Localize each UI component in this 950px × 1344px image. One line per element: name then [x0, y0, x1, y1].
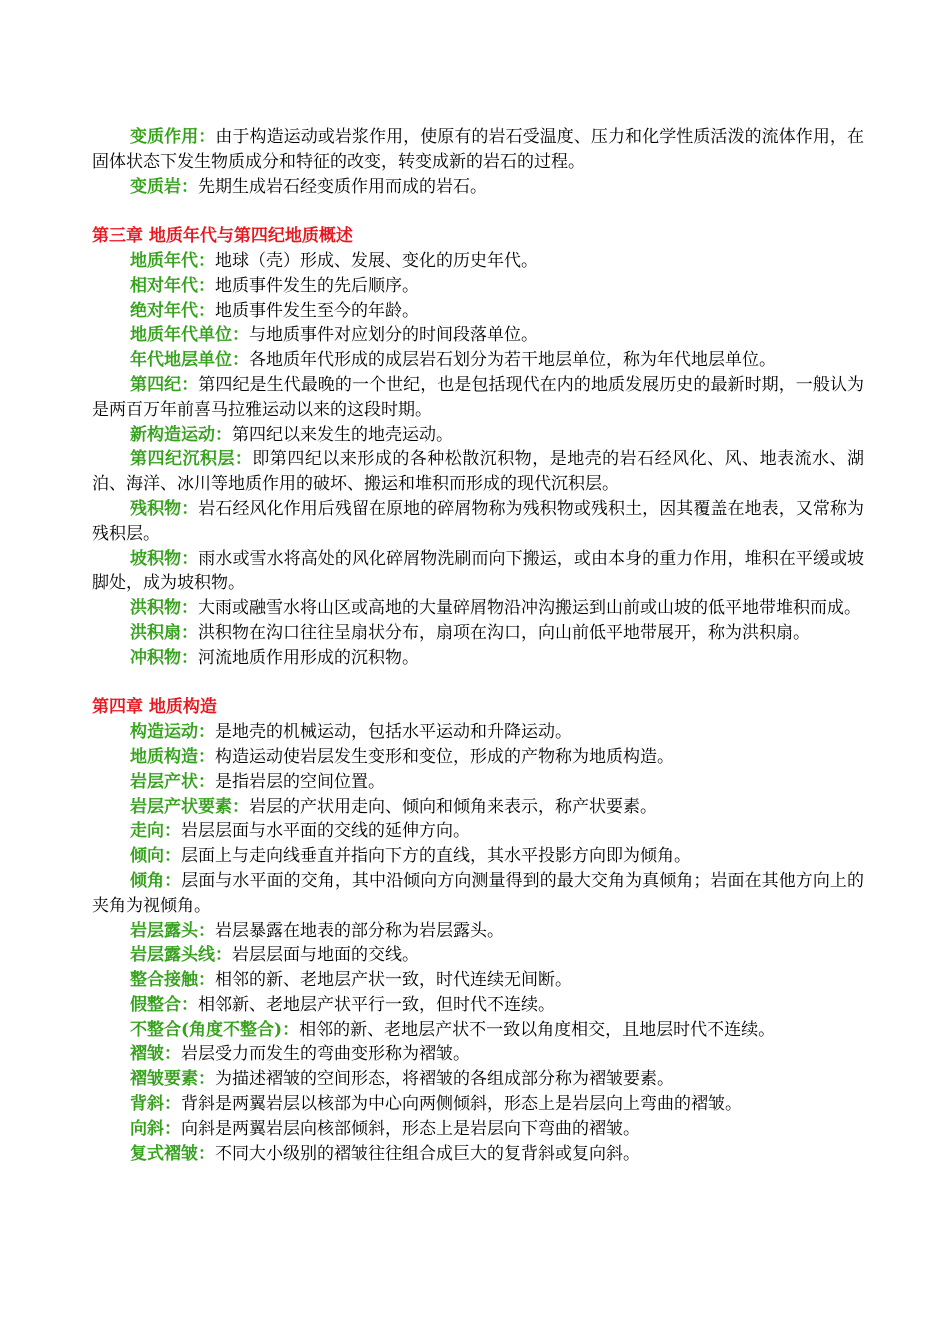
term: 背斜：: [130, 1094, 181, 1115]
definition: 层面与水平面的交角，其中沿倾向方向测量得到的最大交角为真倾角；岩面在其他方向上的夹角为视倾角。: [92, 870, 865, 916]
section-gap: [92, 199, 864, 224]
term: 岩层产状要素：: [130, 796, 249, 817]
definition-entry: [92, 497, 864, 547]
term: 地质构造：: [130, 746, 215, 767]
chapter-4-section: [92, 695, 864, 1166]
term: 相对年代：: [130, 275, 215, 296]
definition-entry: [92, 323, 864, 348]
definition-entry: [92, 844, 864, 869]
section-gap: [92, 671, 864, 696]
definition: 河流地质作用形成的沉积物。: [198, 647, 419, 668]
definition-entry: [92, 596, 864, 621]
definition-entry: [92, 646, 864, 671]
definition: 雨水或雪水将高处的风化碎屑物洗刷而向下搬运，或由本身的重力作用，堆积在平缓或坡脚处，成为坡积物。: [92, 548, 865, 594]
term: 绝对年代：: [130, 300, 215, 321]
definition: 洪积物在沟口往往呈扇状分布，扇项在沟口，向山前低平地带展开，称为洪积扇。: [198, 622, 810, 643]
term: 构造运动：: [130, 722, 215, 743]
definition: 即第四纪以来形成的各种松散沉积物，是地壳的岩石经风化、风、地表流水、湖泊、海洋、冰川等地质作用的破坏、搬运和堆积而形成的现代沉积层。: [92, 449, 865, 495]
definition-entry: [92, 745, 864, 770]
definition: 相邻新、老地层产状平行一致，但时代不连续。: [198, 994, 555, 1015]
definition-entry: [92, 423, 864, 448]
definition: 背斜是两翼岩层以核部为中心向两侧倾斜，形态上是岩层向上弯曲的褶皱。: [181, 1094, 742, 1115]
term: 年代地层单位：: [130, 350, 249, 371]
term: 地质年代单位：: [130, 325, 249, 346]
definition: 相邻的新、老地层产状不一致以角度相交，且地层时代不连续。: [299, 1019, 776, 1040]
definition-entry: [92, 447, 864, 497]
term: 向斜：: [130, 1118, 181, 1139]
definition-entry: [92, 819, 864, 844]
definition: 岩层层面与水平面的交线的延伸方向。: [181, 821, 470, 842]
definition-entry: [92, 547, 864, 597]
definition-entry: [92, 993, 864, 1018]
term: 新构造运动：: [130, 424, 232, 445]
term: 变质作用：: [130, 127, 216, 147]
definition-entry: [92, 968, 864, 993]
definition: 岩层暴露在地表的部分称为岩层露头。: [215, 920, 504, 941]
term: 岩层露头线：: [130, 945, 232, 966]
definition: 向斜是两翼岩层向核部倾斜，形态上是岩层向下弯曲的褶皱。: [181, 1118, 640, 1139]
definition-entry: [92, 299, 864, 324]
definition: 先期生成岩石经变质作用而成的岩石。: [198, 176, 487, 197]
definition-entry: [92, 1142, 864, 1167]
term: 复式褶皱：: [130, 1143, 215, 1164]
term: 倾向：: [130, 846, 181, 867]
term: 不整合(角度不整合)：: [130, 1019, 300, 1040]
term: 变质岩：: [130, 176, 198, 197]
definition: 各地质年代形成的成层岩石划分为若干地层单位，称为年代地层单位。: [249, 350, 776, 371]
definition: 第四纪是生代最晚的一个世纪，也是包括现代在内的地质发展历史的最新时期，一般认为是两百万年前喜马拉雅运动以来的这段时期。: [92, 374, 865, 420]
definition: 层面上与走向线垂直并指向下方的直线，其水平投影方向即为倾角。: [181, 846, 691, 867]
definition: 岩层的产状用走向、倾向和倾角来表示，称产状要素。: [249, 796, 657, 817]
term: 褶皱要素：: [130, 1069, 215, 1090]
definition: 由于构造运动或岩浆作用，使原有的岩石受温度、压力和化学性质活泼的流体作用，在固体状态下发生物质成分和特征的改变，转变成新的岩石的过程。: [92, 127, 865, 172]
definition: 地球（壳）形成、发展、变化的历史年代。: [215, 250, 538, 271]
definition-entry: [92, 1092, 864, 1117]
definition-entry: [92, 1117, 864, 1142]
definition: 地质事件发生的先后顺序。: [215, 275, 419, 296]
definition-entry: [92, 720, 864, 745]
definition-entry: [92, 919, 864, 944]
definition: 岩层受力而发生的弯曲变形称为褶皱。: [181, 1044, 470, 1065]
term: 岩层产状：: [130, 771, 215, 792]
term: 整合接触：: [130, 970, 215, 991]
term: 走向：: [130, 821, 181, 842]
term: 岩层露头：: [130, 920, 215, 941]
document-page: [92, 125, 864, 1166]
definition-entry: [92, 943, 864, 968]
definition: 是地壳的机械运动，包括水平运动和升降运动。: [215, 722, 572, 743]
chapter-title: 第四章 地质构造: [92, 697, 217, 718]
term: 第四纪：: [130, 374, 199, 395]
definition-entry: [92, 125, 864, 175]
definition-entry: [92, 348, 864, 373]
definition: 不同大小级别的褶皱往往组合成巨大的复背斜或复向斜。: [215, 1143, 640, 1164]
definition-entry: [92, 1018, 864, 1043]
term: 洪积扇：: [130, 622, 198, 643]
definition-entry: [92, 795, 864, 820]
definition-entry: [92, 175, 864, 200]
definition-entry: [92, 1067, 864, 1092]
definition: 构造运动使岩层发生变形和变位，形成的产物称为地质构造。: [215, 746, 674, 767]
definition-entry: [92, 770, 864, 795]
term: 假整合：: [130, 994, 198, 1015]
chapter-3-section: [92, 224, 864, 670]
term: 褶皱：: [130, 1044, 181, 1065]
definition: 与地质事件对应划分的时间段落单位。: [249, 325, 538, 346]
definition-entry: [92, 1042, 864, 1067]
definition-entry: [92, 869, 864, 919]
definition: 岩层层面与地面的交线。: [232, 945, 419, 966]
term: 冲积物：: [130, 647, 198, 668]
definition-entry: [92, 373, 864, 423]
definition: 岩石经风化作用后残留在原地的碎屑物称为残积物或残积土，因其覆盖在地表，又常称为残积层。: [92, 498, 865, 544]
definition: 相邻的新、老地层产状一致，时代连续无间断。: [215, 970, 572, 991]
definition-entry: [92, 621, 864, 646]
term: 倾角：: [130, 870, 182, 891]
definition-entry: [92, 274, 864, 299]
definition: 第四纪以来发生的地壳运动。: [232, 424, 453, 445]
term: 残积物：: [130, 498, 199, 519]
term: 洪积物：: [130, 598, 198, 619]
definition: 大雨或融雪水将山区或高地的大量碎屑物沿冲沟搬运到山前或山坡的低平地带堆积而成。: [198, 598, 861, 619]
chapter-title: 第三章 地质年代与第四纪地质概述: [92, 226, 353, 247]
definition: 是指岩层的空间位置。: [215, 771, 385, 792]
term: 地质年代：: [130, 250, 215, 271]
definition: 地质事件发生至今的年龄。: [215, 300, 419, 321]
intro-section: [92, 125, 864, 199]
definition: 为描述褶皱的空间形态，将褶皱的各组成部分称为褶皱要素。: [215, 1069, 674, 1090]
term: 第四纪沉积层：: [130, 449, 253, 470]
term: 坡积物：: [130, 548, 199, 569]
definition-entry: [92, 249, 864, 274]
